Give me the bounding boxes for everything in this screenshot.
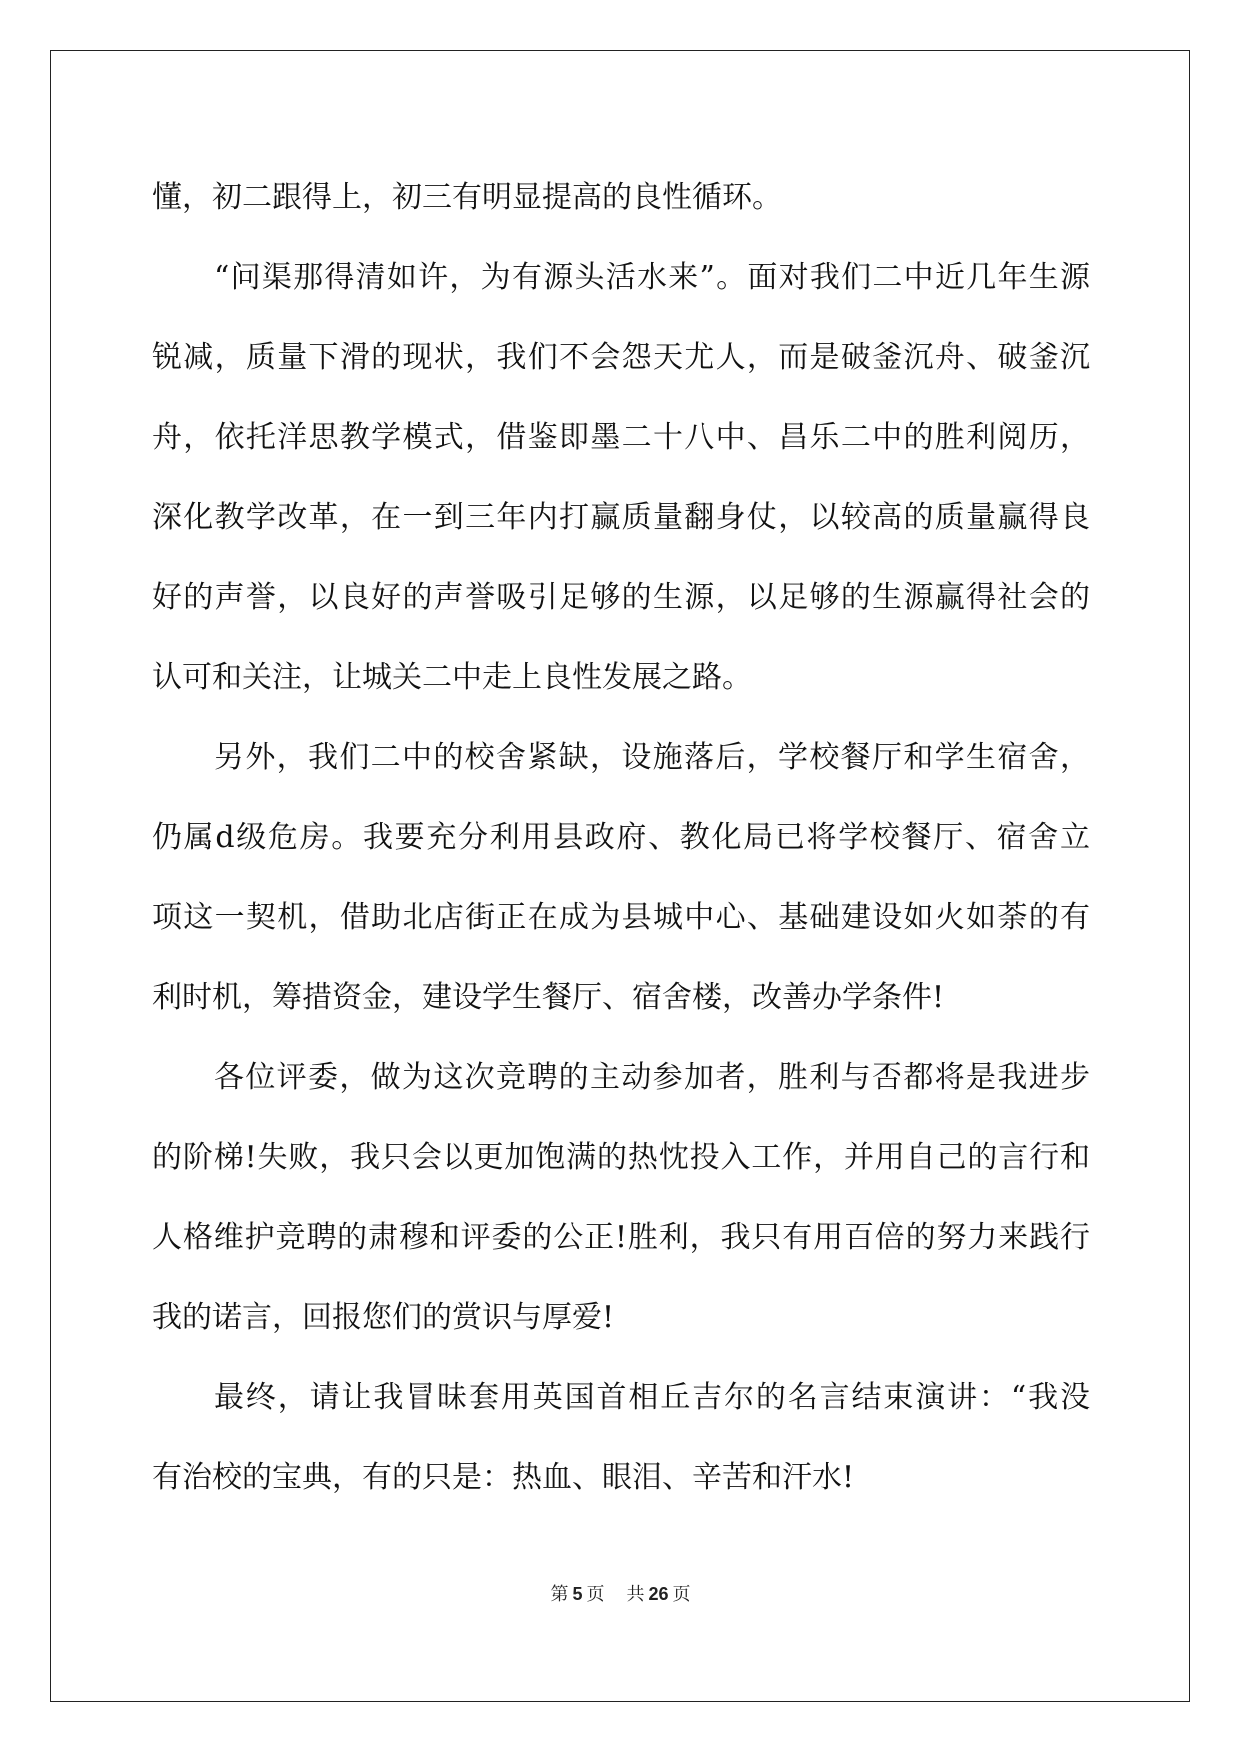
text-line: 好的声誉，以良好的声誉吸引足够的生源，以足够的生源赢得社会的 <box>152 580 1090 615</box>
text-line: 认可和关注，让城关二中走上良性发展之路。 <box>152 660 752 695</box>
text-line: 的阶梯!失败，我只会以更加饱满的热忱投入工作，并用自己的言行和 <box>152 1140 1090 1175</box>
text-line: 利时机，筹措资金，建设学生餐厅、宿舍楼，改善办学条件! <box>152 980 945 1015</box>
text-line: “问渠那得清如许，为有源头活水来”。面对我们二中近几年生源 <box>214 260 1090 295</box>
text-line: 懂，初二跟得上，初三有明显提高的良性循环。 <box>152 180 782 215</box>
text-line: 舟，依托洋思教学模式，借鉴即墨二十八中、昌乐二中的胜利阅历， <box>152 420 1090 455</box>
footer-page-suffix: 页 <box>586 1584 605 1605</box>
footer-total-prefix: 共 <box>626 1584 645 1605</box>
text-line: 有治校的宝典，有的只是：热血、眼泪、辛苦和汗水! <box>152 1460 855 1495</box>
footer-prefix: 第 <box>550 1584 569 1605</box>
text-line: 人格维护竞聘的肃穆和评委的公正!胜利，我只有用百倍的努力来践行 <box>152 1220 1090 1255</box>
text-line: 各位评委，做为这次竞聘的主动参加者，胜利与否都将是我进步 <box>214 1060 1090 1095</box>
text-line: 锐减，质量下滑的现状，我们不会怨天尤人，而是破釜沉舟、破釜沉 <box>152 340 1090 375</box>
current-page-number: 5 <box>572 1584 583 1604</box>
page-footer <box>0 1582 1241 1607</box>
text-line: 最终，请让我冒昧套用英国首相丘吉尔的名言结束演讲：“我没 <box>214 1380 1090 1415</box>
text-line: 仍属d级危房。我要充分利用县政府、教化局已将学校餐厅、宿舍立 <box>152 820 1090 855</box>
text-line: 我的诺言，回报您们的赏识与厚爱! <box>152 1300 615 1335</box>
text-line: 另外，我们二中的校舍紧缺，设施落后，学校餐厅和学生宿舍， <box>214 740 1090 775</box>
text-line: 项这一契机，借助北店街正在成为县城中心、基础建设如火如荼的有 <box>152 900 1090 935</box>
total-page-count: 26 <box>648 1584 669 1604</box>
footer-total-suffix: 页 <box>672 1584 691 1605</box>
text-line: 深化教学改革，在一到三年内打赢质量翻身仗，以较高的质量赢得良 <box>152 500 1090 535</box>
document-body <box>152 158 1090 1518</box>
